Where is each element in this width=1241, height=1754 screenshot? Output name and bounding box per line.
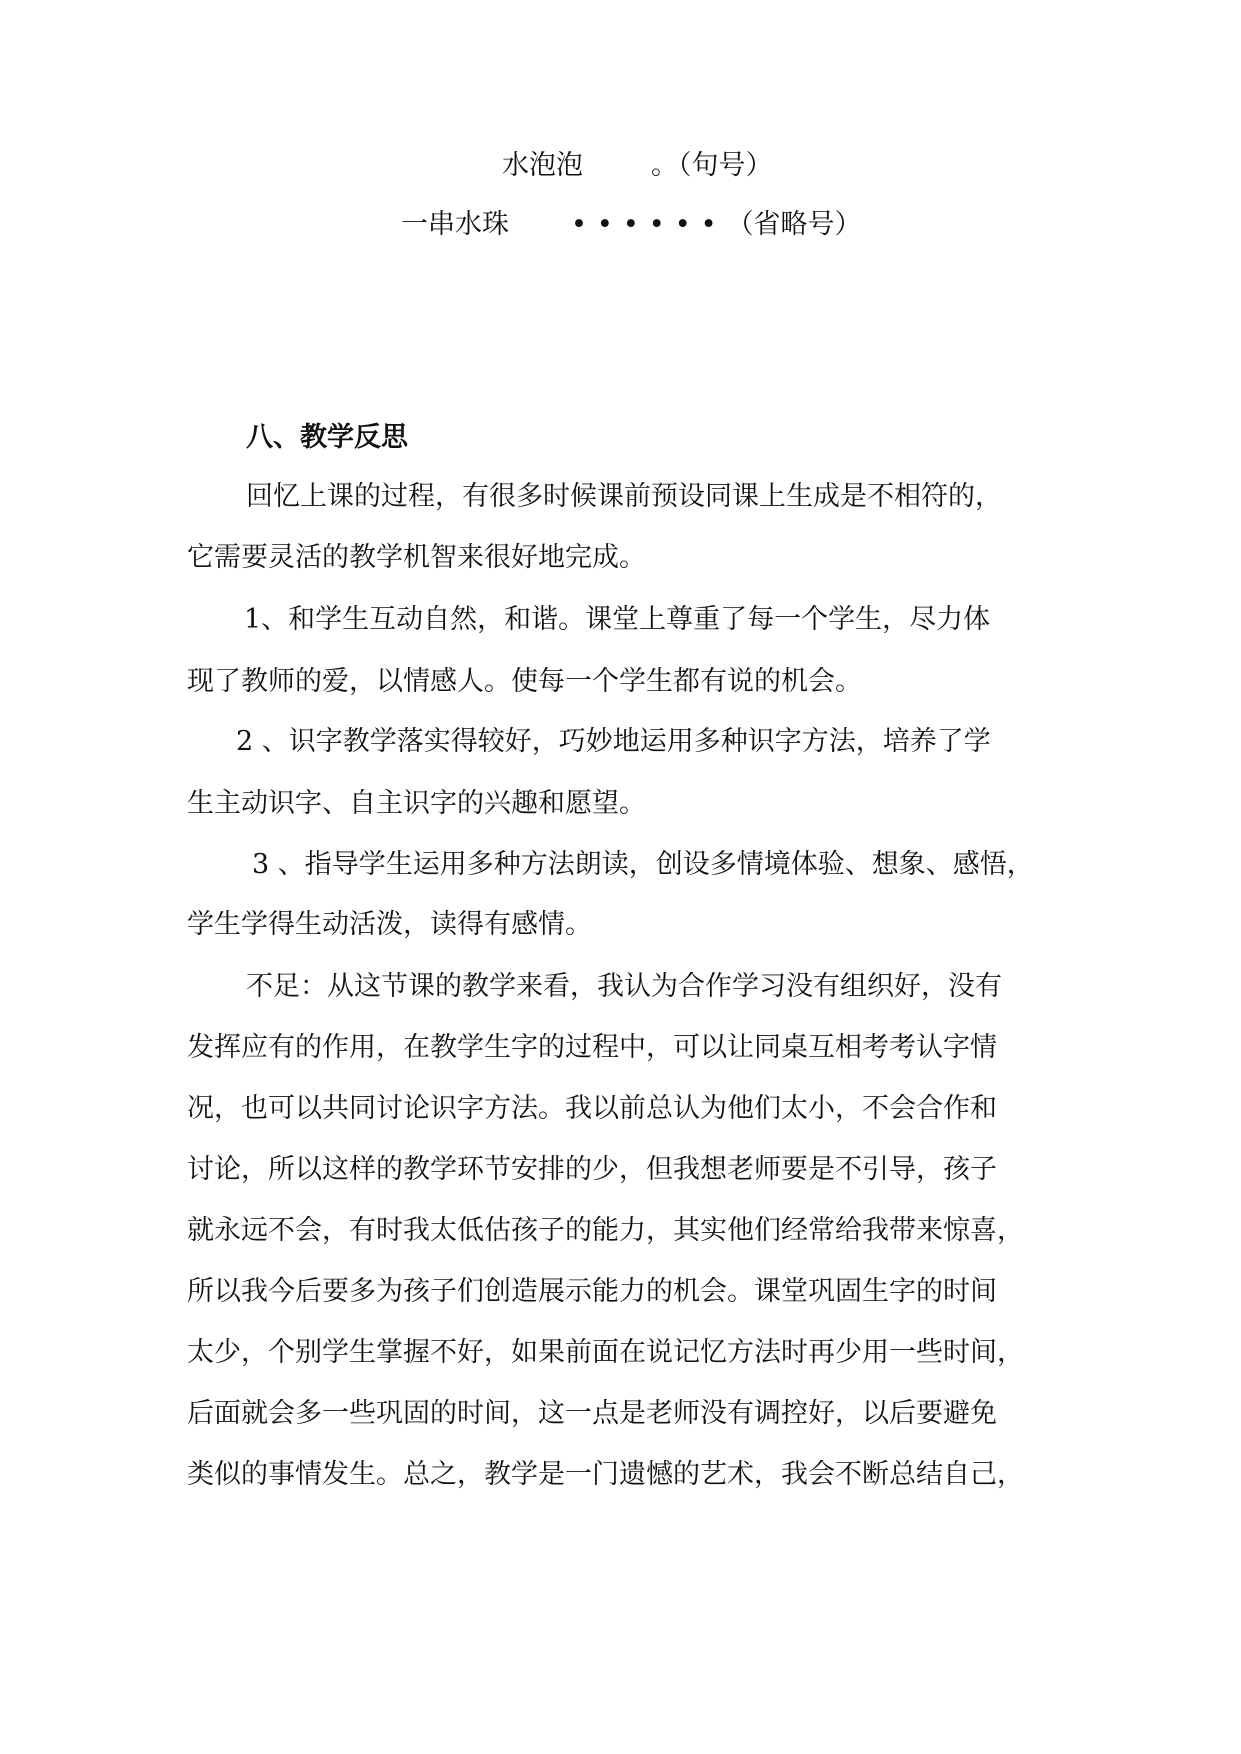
paragraph-line: 发挥应有的作用，在教学生字的过程中，可以让同桌互相考考认字情 <box>187 1032 997 1063</box>
paragraph-line: 现了教师的爱，以情感人。使每一个学生都有说的机会。 <box>187 666 862 697</box>
section-heading: 八、教学反思 <box>246 422 408 453</box>
paragraph-line: 1、和学生互动自然，和谐。课堂上尊重了每一个学生，尽力体 <box>244 604 991 635</box>
paragraph-line: 它需要灵活的教学机智来很好地完成。 <box>187 542 646 573</box>
paragraph-line: 太少，个别学生掌握不好，如果前面在说记忆方法时再少用一些时间， <box>187 1337 1024 1368</box>
paragraph-line: 3 、指导学生运用多种方法朗读，创设多情境体验、想象、感悟， <box>252 849 1034 880</box>
ellipsis-name: （省略号） <box>726 209 862 240</box>
paragraph-line: 讨论，所以这样的教学环节安排的少，但我想老师要是不引导，孩子 <box>187 1154 997 1185</box>
paragraph-line: 生主动识字、自主识字的兴趣和愿望。 <box>187 788 646 819</box>
period-mark: 。 <box>651 150 678 181</box>
word-water-bubble: 水泡泡 <box>502 150 583 181</box>
paragraph-line: 就永远不会，有时我太低估孩子的能力，其实他们经常给我带来惊喜， <box>187 1215 1024 1246</box>
paragraph-line: 回忆上课的过程，有很多时候课前预设同课上生成是不相符的， <box>246 481 1002 512</box>
paragraph-line: 类似的事情发生。总之，教学是一门遗憾的艺术，我会不断总结自己， <box>187 1459 1024 1490</box>
period-name: （句号） <box>678 150 773 181</box>
paragraph-line: 况，也可以共同讨论识字方法。我以前总认为他们太小，不会合作和 <box>187 1093 997 1124</box>
ellipsis-mark: •••••• <box>571 209 727 240</box>
paragraph-line: 2 、识字教学落实得较好，巧妙地运用多种识字方法，培养了学 <box>236 726 991 757</box>
paragraph-line: 学生学得生动活泼，读得有感情。 <box>187 909 592 940</box>
punctuation-line-ellipsis <box>401 205 862 245</box>
word-water-drops: 一串水珠 <box>401 209 509 240</box>
paragraph-line: 不足：从这节课的教学来看，我认为合作学习没有组织好，没有 <box>246 971 1002 1002</box>
paragraph-line: 后面就会多一些巩固的时间，这一点是老师没有调控好，以后要避免 <box>187 1398 997 1429</box>
paragraph-line: 所以我今后要多为孩子们创造展示能力的机会。课堂巩固生字的时间 <box>187 1276 997 1307</box>
punctuation-line-period <box>502 146 773 186</box>
